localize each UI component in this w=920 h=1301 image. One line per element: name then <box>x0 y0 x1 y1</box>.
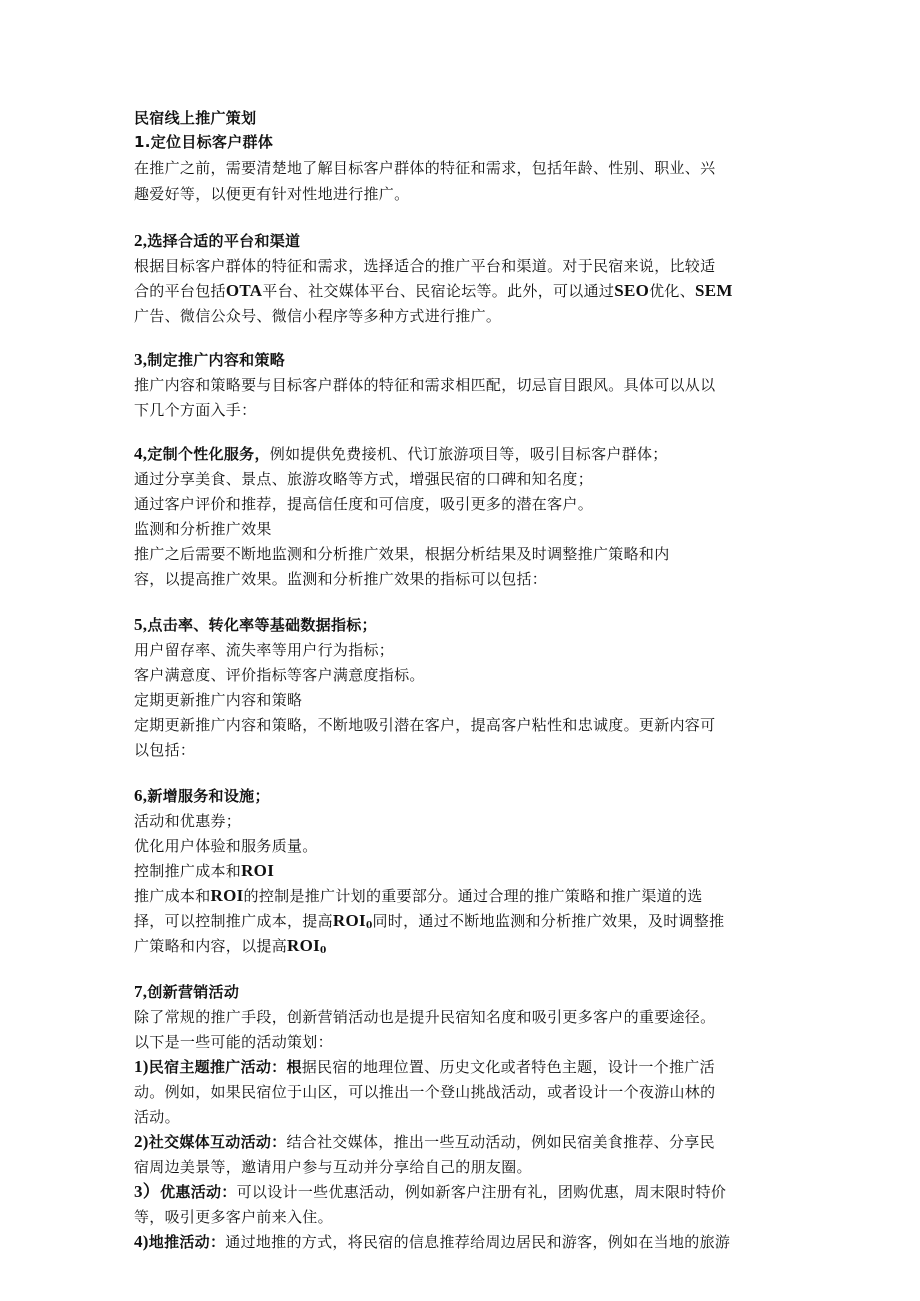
subscript: 0 <box>320 946 327 956</box>
paragraph-line: 宿周边美景等，邀请用户参与互动并分享给自己的朋友圈。 <box>134 1158 532 1176</box>
heading-text: 创新营销活动 <box>147 983 240 1001</box>
activity-item-4 <box>134 1231 730 1253</box>
section-1-heading: 1.定位目标客户群体 <box>134 133 274 151</box>
term-seo: SEO <box>614 281 650 300</box>
heading-text: 点击率、转化率等基础数据指标； <box>147 616 377 634</box>
item-heading: 地推活动： <box>148 1233 226 1251</box>
text-span: 推广成本和 <box>134 887 211 905</box>
activity-item-2 <box>134 1131 715 1153</box>
item-heading: 民宿主题推广活动：根 <box>148 1058 302 1076</box>
section-6-heading <box>134 785 270 807</box>
text-span: 择，可以控制推广成本，提高 <box>134 912 333 930</box>
section-number: 6, <box>134 786 148 805</box>
term-roi: ROI <box>332 911 366 930</box>
paragraph-line <box>134 910 724 937</box>
heading-text: 选择合适的平台和渠道 <box>147 232 301 250</box>
paragraph-line: 以包括： <box>134 741 196 759</box>
paragraph-line: 下几个方面入手： <box>134 401 257 419</box>
paragraph-line: 根据目标客户群体的特征和需求，选择适合的推广平台和渠道。对于民宿来说，比较适 <box>134 257 716 275</box>
paragraph-line: 等，吸引更多客户前来入住。 <box>134 1208 333 1226</box>
paragraph-line: 在推广之前，需要清楚地了解目标客户群体的特征和需求，包括年龄、性别、职业、兴 <box>134 159 716 177</box>
section-3-heading <box>134 349 285 371</box>
paragraph-line: 监测和分析推广效果 <box>134 520 272 538</box>
paragraph-line: 定期更新推广内容和策略 <box>134 691 303 709</box>
paragraph-line <box>134 280 733 302</box>
paragraph-line: 趣爱好等，以便更有针对性地进行推广。 <box>134 185 410 203</box>
section-number: 3, <box>134 350 148 369</box>
section-number: 2, <box>134 231 148 250</box>
subscript: 0 <box>365 921 373 931</box>
paragraph-line: 客户满意度、评价指标等客户满意度指标。 <box>134 666 425 684</box>
term-ota: OTA <box>225 281 263 300</box>
activity-item-1 <box>134 1056 715 1078</box>
text-span: 平台、社交媒体平台、民宿论坛等。此外，可以通过 <box>262 282 615 300</box>
text-span: 优化、 <box>649 282 696 300</box>
item-number: 3） <box>134 1182 161 1201</box>
paragraph-line: 活动和优惠券； <box>134 812 242 830</box>
paragraph-line: 通过分享美食、景点、旅游攻略等方式，增强民宿的口碑和知名度； <box>134 470 594 488</box>
text-span: 通过地推的方式，将民宿的信息推荐给周边居民和游客，例如在当地的旅游 <box>225 1233 731 1251</box>
term-roi: ROI <box>287 936 321 955</box>
paragraph-line: 定期更新推广内容和策略，不断地吸引潜在客户，提高客户粘性和忠诚度。更新内容可 <box>134 716 716 734</box>
text-span: 同时，通过不断地监测和分析推广效果，及时调整推 <box>372 912 725 930</box>
section-7-heading <box>134 981 239 1003</box>
section-number: 7, <box>134 982 148 1001</box>
paragraph-line: 用户留存率、流失率等用户行为指标； <box>134 641 395 659</box>
term-roi: ROI <box>241 861 275 880</box>
section-4-heading <box>134 443 668 465</box>
text-span: 例如提供免费接机、代订旅游项目等，吸引目标客户群体； <box>269 445 668 463</box>
item-heading: 社交媒体互动活动： <box>148 1133 287 1151</box>
paragraph-line: 动。例如，如果民宿位于山区，可以推出一个登山挑战活动，或者设计一个夜游山林的 <box>134 1083 716 1101</box>
paragraph-line: 推广内容和策略要与目标客户群体的特征和需求相匹配，切忌盲目跟风。具体可以从以 <box>134 376 716 394</box>
heading-text: 定制个性化服务， <box>147 445 270 463</box>
paragraph-line <box>134 885 703 907</box>
paragraph-line <box>134 935 327 962</box>
section-number: 5, <box>134 615 148 634</box>
text-span: 结合社交媒体，推出一些互动活动，例如民宿美食推荐、分享民 <box>286 1133 715 1151</box>
text-span: 广策略和内容，以提高 <box>134 937 288 955</box>
paragraph-line: 通过客户评价和推荐，提高信任度和可信度，吸引更多的潜在客户。 <box>134 495 594 513</box>
paragraph-line: 除了常规的推广手段，创新营销活动也是提升民宿知名度和吸引更多客户的重要途径。 <box>134 1008 716 1026</box>
paragraph-line: 以下是一些可能的活动策划： <box>134 1033 333 1051</box>
term-sem: SEM <box>695 281 733 300</box>
paragraph-line: 容，以提高推广效果。监测和分析推广效果的指标可以包括： <box>134 570 548 588</box>
paragraph-line: 优化用户体验和服务质量。 <box>134 837 318 855</box>
text-span: 合的平台包括 <box>134 282 226 300</box>
paragraph-line: 广告、微信公众号、微信小程序等多种方式进行推广。 <box>134 307 502 325</box>
heading-text: 制定推广内容和策略 <box>147 351 286 369</box>
paragraph-line <box>134 860 274 882</box>
item-number: 4) <box>134 1232 149 1251</box>
section-2-heading <box>134 230 300 252</box>
text-span: 的控制是推广计划的重要部分。通过合理的推广策略和推广渠道的选 <box>243 887 703 905</box>
text-span: 据民宿的地理位置、历史文化或者特色主题，设计一个推广活 <box>301 1058 715 1076</box>
heading-text: 新增服务和设施； <box>147 787 270 805</box>
paragraph-line: 推广之后需要不断地监测和分析推广效果，根据分析结果及时调整推广策略和内 <box>134 545 670 563</box>
paragraph-line: 活动。 <box>134 1108 180 1126</box>
section-5-heading <box>134 614 377 636</box>
activity-item-3 <box>134 1181 726 1203</box>
section-number: 4, <box>134 444 148 463</box>
item-number: 2) <box>134 1132 149 1151</box>
text-span: 可以设计一些优惠活动，例如新客户注册有礼，团购优惠，周末限时特价 <box>236 1183 727 1201</box>
term-roi: ROI <box>210 886 244 905</box>
text-span: 控制推广成本和 <box>134 862 242 880</box>
item-number: 1) <box>134 1057 149 1076</box>
doc-title: 民宿线上推广策划 <box>134 109 257 127</box>
item-heading: 优惠活动： <box>160 1183 237 1201</box>
